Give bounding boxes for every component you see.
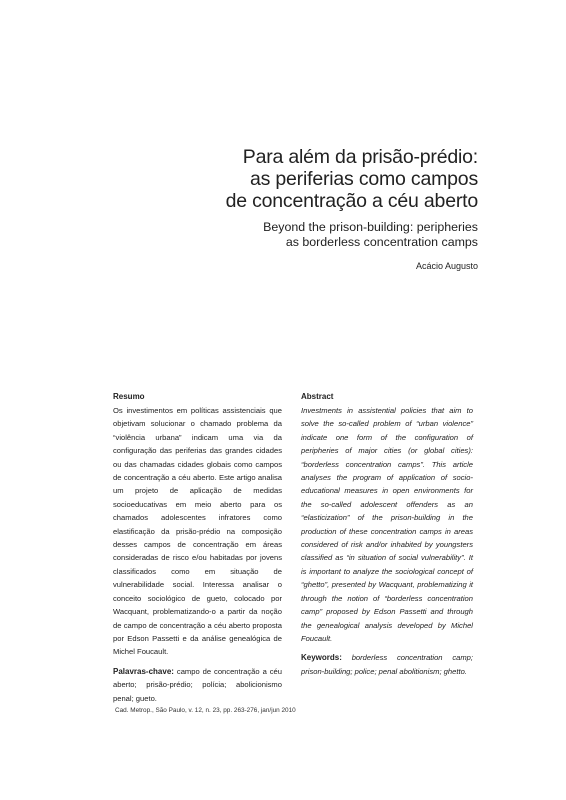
keywords-label: Palavras-chave: (113, 666, 174, 676)
keywords-label: Keywords: (301, 653, 342, 663)
journal-citation: Cad. Metrop., São Paulo, v. 12, n. 23, pp. 263-276, jan/jun 2010 (115, 707, 296, 714)
title-line: de concentração a céu aberto (225, 190, 478, 212)
keywords-value: campo de concentração a céu aberto; prisão-prédio; polícia; abolicionismo penal; gueto. (113, 666, 282, 703)
article-subtitle (263, 220, 478, 250)
resumo-keywords (113, 665, 282, 705)
keywords-value: borderless concentration camp; prison-building; police; penal abolitionism; ghetto. (301, 653, 473, 676)
abstract-keywords (301, 651, 473, 678)
resumo-body: Os investimentos em políticas assistenciais que objetivam solucionar o chamado problema da “violência urbana” indicam uma via da configuração das periferias das grandes cidades ou das chamadas cidades globais como campos de concentração a céu aberto. Este artigo analisa um projeto de aplicação de medidas socioeducativas em meio aberto para os chamados adolescentes infratores como elastificação da prisão-prédio na composição desses campos de concentração em áreas consideradas de risco e/ou habitadas por jovens classificados como em situação de vulnerabilidade social. Interessa analisar o conceito sociológico de gueto, colocado por Wacquant, problematizando-o a partir da noção de campo de concentração a céu aberto proposta por Edson Passetti e da análise genealógica de Michel Foucault. (113, 406, 282, 657)
subtitle-line: Beyond the prison-building: peripheries (263, 220, 478, 234)
abstract-column (301, 391, 473, 678)
subtitle-line: as borderless concentration camps (285, 235, 478, 249)
article-title (226, 146, 478, 212)
title-line: Para além da prisão-prédio: (242, 146, 478, 168)
author-name: Acácio Augusto (415, 261, 478, 271)
abstract-body: Investments in assistential policies that aim to solve the so-called problem of “urban violence” indicate one form of the configuration of peripheries of major cities (or global cities): “borderless concentration camps”. This article analyses the program of application of socio-educational measures in open environments for the so-called adolescent offenders as an “elasticization” of the prison-building in the production of these concentration camps in areas considered of risk and/or inhabited by youngsters classified as “in situation of social vulnerability”. It is important to analyze the sociological concept of “ghetto”, presented by Wacquant, problematizing it through the notion of “borderless concentration camp” proposed by Edson Passetti and through the genealogical analysis developed by Michel Foucault. (301, 406, 473, 643)
resumo-column (113, 391, 282, 705)
title-line: as periferias como campos (249, 168, 478, 190)
resumo-heading: Resumo (113, 392, 145, 401)
abstract-heading: Abstract (301, 392, 334, 401)
